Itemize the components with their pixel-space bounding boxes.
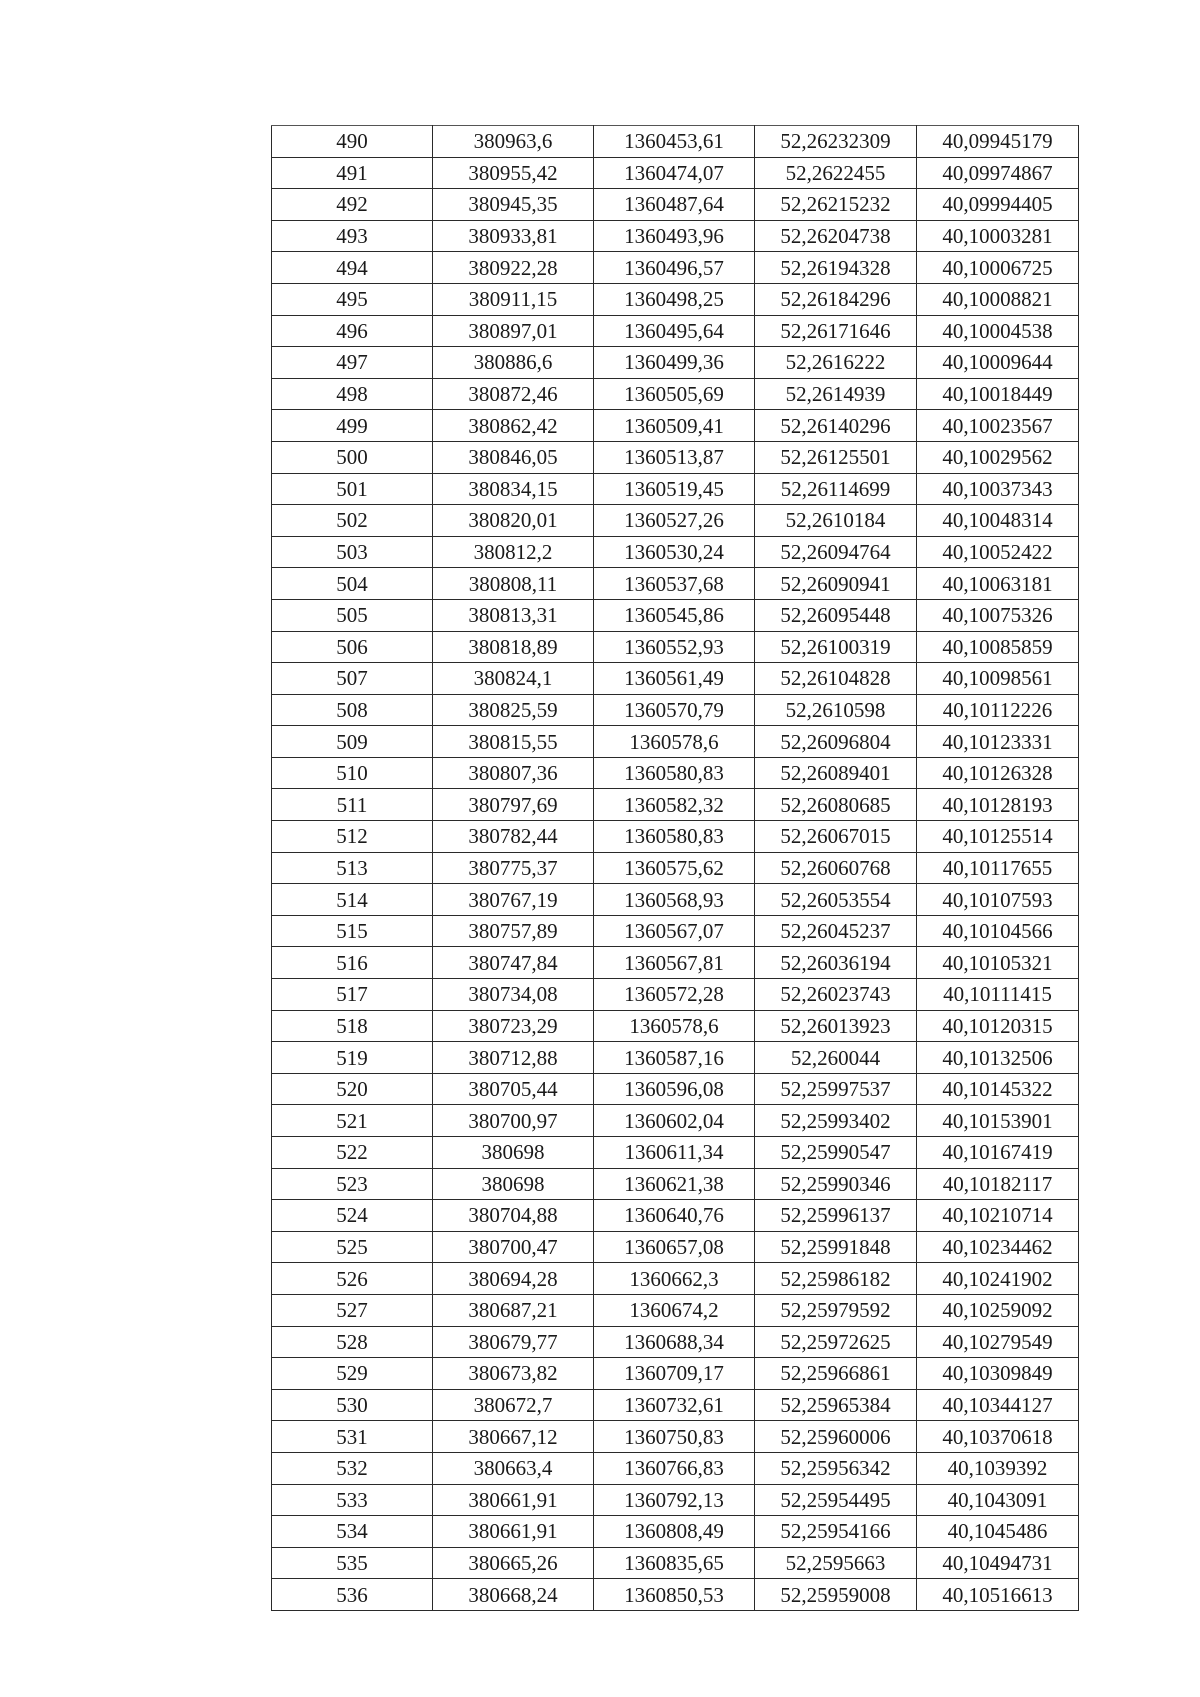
x-coordinate-cell: 380667,12 bbox=[433, 1421, 594, 1453]
latitude-cell: 52,26232309 bbox=[755, 126, 917, 158]
x-coordinate-cell: 380767,19 bbox=[433, 884, 594, 916]
y-coordinate-cell: 1360474,07 bbox=[594, 157, 755, 189]
point-number-cell: 517 bbox=[272, 979, 433, 1011]
table-row bbox=[272, 1294, 1079, 1326]
y-coordinate-cell: 1360495,64 bbox=[594, 315, 755, 347]
x-coordinate-cell: 380808,11 bbox=[433, 568, 594, 600]
y-coordinate-cell: 1360657,08 bbox=[594, 1231, 755, 1263]
latitude-cell: 52,26171646 bbox=[755, 315, 917, 347]
y-coordinate-cell: 1360493,96 bbox=[594, 220, 755, 252]
point-number-cell: 499 bbox=[272, 410, 433, 442]
y-coordinate-cell: 1360509,41 bbox=[594, 410, 755, 442]
x-coordinate-cell: 380797,69 bbox=[433, 789, 594, 821]
x-coordinate-cell: 380911,15 bbox=[433, 283, 594, 315]
point-number-cell: 507 bbox=[272, 663, 433, 695]
point-number-cell: 515 bbox=[272, 915, 433, 947]
latitude-cell: 52,2614939 bbox=[755, 378, 917, 410]
y-coordinate-cell: 1360732,61 bbox=[594, 1389, 755, 1421]
longitude-cell: 40,10063181 bbox=[917, 568, 1079, 600]
table-row bbox=[272, 757, 1079, 789]
table-row bbox=[272, 947, 1079, 979]
table-row bbox=[272, 473, 1079, 505]
x-coordinate-cell: 380818,89 bbox=[433, 631, 594, 663]
latitude-cell: 52,260044 bbox=[755, 1042, 917, 1074]
point-number-cell: 492 bbox=[272, 189, 433, 221]
point-number-cell: 504 bbox=[272, 568, 433, 600]
latitude-cell: 52,26114699 bbox=[755, 473, 917, 505]
longitude-cell: 40,10344127 bbox=[917, 1389, 1079, 1421]
longitude-cell: 40,10309849 bbox=[917, 1358, 1079, 1390]
latitude-cell: 52,26036194 bbox=[755, 947, 917, 979]
x-coordinate-cell: 380698 bbox=[433, 1137, 594, 1169]
table-row bbox=[272, 1010, 1079, 1042]
point-number-cell: 531 bbox=[272, 1421, 433, 1453]
x-coordinate-cell: 380700,97 bbox=[433, 1105, 594, 1137]
x-coordinate-cell: 380661,91 bbox=[433, 1516, 594, 1548]
point-number-cell: 498 bbox=[272, 378, 433, 410]
x-coordinate-cell: 380775,37 bbox=[433, 852, 594, 884]
y-coordinate-cell: 1360640,76 bbox=[594, 1200, 755, 1232]
point-number-cell: 495 bbox=[272, 283, 433, 315]
point-number-cell: 532 bbox=[272, 1452, 433, 1484]
table-row bbox=[272, 884, 1079, 916]
x-coordinate-cell: 380698 bbox=[433, 1168, 594, 1200]
latitude-cell: 52,26089401 bbox=[755, 757, 917, 789]
point-number-cell: 523 bbox=[272, 1168, 433, 1200]
y-coordinate-cell: 1360498,25 bbox=[594, 283, 755, 315]
x-coordinate-cell: 380723,29 bbox=[433, 1010, 594, 1042]
longitude-cell: 40,10098561 bbox=[917, 663, 1079, 695]
latitude-cell: 52,26184296 bbox=[755, 283, 917, 315]
coordinates-table bbox=[271, 125, 1079, 1611]
longitude-cell: 40,10003281 bbox=[917, 220, 1079, 252]
point-number-cell: 490 bbox=[272, 126, 433, 158]
point-number-cell: 497 bbox=[272, 347, 433, 379]
table-row bbox=[272, 979, 1079, 1011]
latitude-cell: 52,25990346 bbox=[755, 1168, 917, 1200]
y-coordinate-cell: 1360513,87 bbox=[594, 441, 755, 473]
table-row bbox=[272, 821, 1079, 853]
x-coordinate-cell: 380734,08 bbox=[433, 979, 594, 1011]
y-coordinate-cell: 1360572,28 bbox=[594, 979, 755, 1011]
y-coordinate-cell: 1360567,81 bbox=[594, 947, 755, 979]
longitude-cell: 40,10006725 bbox=[917, 252, 1079, 284]
table-row bbox=[272, 789, 1079, 821]
table-row bbox=[272, 1389, 1079, 1421]
x-coordinate-cell: 380665,26 bbox=[433, 1547, 594, 1579]
longitude-cell: 40,10210714 bbox=[917, 1200, 1079, 1232]
point-number-cell: 506 bbox=[272, 631, 433, 663]
table-row bbox=[272, 1105, 1079, 1137]
point-number-cell: 496 bbox=[272, 315, 433, 347]
table-row bbox=[272, 631, 1079, 663]
longitude-cell: 40,10259092 bbox=[917, 1294, 1079, 1326]
longitude-cell: 40,10052422 bbox=[917, 536, 1079, 568]
table-row bbox=[272, 252, 1079, 284]
table-row bbox=[272, 1073, 1079, 1105]
x-coordinate-cell: 380815,55 bbox=[433, 726, 594, 758]
table-row bbox=[272, 852, 1079, 884]
latitude-cell: 52,2595663 bbox=[755, 1547, 917, 1579]
table-row bbox=[272, 726, 1079, 758]
x-coordinate-cell: 380807,36 bbox=[433, 757, 594, 789]
table-row bbox=[272, 505, 1079, 537]
x-coordinate-cell: 380963,6 bbox=[433, 126, 594, 158]
latitude-cell: 52,26090941 bbox=[755, 568, 917, 600]
longitude-cell: 40,10370618 bbox=[917, 1421, 1079, 1453]
longitude-cell: 40,10018449 bbox=[917, 378, 1079, 410]
point-number-cell: 521 bbox=[272, 1105, 433, 1137]
longitude-cell: 40,1039392 bbox=[917, 1452, 1079, 1484]
y-coordinate-cell: 1360567,07 bbox=[594, 915, 755, 947]
longitude-cell: 40,10004538 bbox=[917, 315, 1079, 347]
table-row bbox=[272, 1042, 1079, 1074]
point-number-cell: 534 bbox=[272, 1516, 433, 1548]
y-coordinate-cell: 1360850,53 bbox=[594, 1579, 755, 1611]
table-row bbox=[272, 1263, 1079, 1295]
latitude-cell: 52,2610598 bbox=[755, 694, 917, 726]
x-coordinate-cell: 380824,1 bbox=[433, 663, 594, 695]
y-coordinate-cell: 1360835,65 bbox=[594, 1547, 755, 1579]
x-coordinate-cell: 380834,15 bbox=[433, 473, 594, 505]
longitude-cell: 40,10128193 bbox=[917, 789, 1079, 821]
longitude-cell: 40,10153901 bbox=[917, 1105, 1079, 1137]
x-coordinate-cell: 380820,01 bbox=[433, 505, 594, 537]
y-coordinate-cell: 1360453,61 bbox=[594, 126, 755, 158]
latitude-cell: 52,25965384 bbox=[755, 1389, 917, 1421]
latitude-cell: 52,26013923 bbox=[755, 1010, 917, 1042]
point-number-cell: 501 bbox=[272, 473, 433, 505]
y-coordinate-cell: 1360570,79 bbox=[594, 694, 755, 726]
longitude-cell: 40,09945179 bbox=[917, 126, 1079, 158]
longitude-cell: 40,1043091 bbox=[917, 1484, 1079, 1516]
y-coordinate-cell: 1360530,24 bbox=[594, 536, 755, 568]
y-coordinate-cell: 1360580,83 bbox=[594, 757, 755, 789]
table-row bbox=[272, 1421, 1079, 1453]
point-number-cell: 491 bbox=[272, 157, 433, 189]
table-row bbox=[272, 347, 1079, 379]
table-row bbox=[272, 189, 1079, 221]
point-number-cell: 524 bbox=[272, 1200, 433, 1232]
latitude-cell: 52,26080685 bbox=[755, 789, 917, 821]
latitude-cell: 52,26100319 bbox=[755, 631, 917, 663]
x-coordinate-cell: 380704,88 bbox=[433, 1200, 594, 1232]
x-coordinate-cell: 380825,59 bbox=[433, 694, 594, 726]
longitude-cell: 40,10037343 bbox=[917, 473, 1079, 505]
table-row bbox=[272, 1452, 1079, 1484]
point-number-cell: 500 bbox=[272, 441, 433, 473]
x-coordinate-cell: 380700,47 bbox=[433, 1231, 594, 1263]
latitude-cell: 52,25990547 bbox=[755, 1137, 917, 1169]
x-coordinate-cell: 380933,81 bbox=[433, 220, 594, 252]
y-coordinate-cell: 1360499,36 bbox=[594, 347, 755, 379]
table-row bbox=[272, 1484, 1079, 1516]
table-row bbox=[272, 441, 1079, 473]
latitude-cell: 52,26140296 bbox=[755, 410, 917, 442]
longitude-cell: 40,10167419 bbox=[917, 1137, 1079, 1169]
x-coordinate-cell: 380955,42 bbox=[433, 157, 594, 189]
y-coordinate-cell: 1360621,38 bbox=[594, 1168, 755, 1200]
longitude-cell: 40,10008821 bbox=[917, 283, 1079, 315]
longitude-cell: 40,09994405 bbox=[917, 189, 1079, 221]
y-coordinate-cell: 1360505,69 bbox=[594, 378, 755, 410]
x-coordinate-cell: 380687,21 bbox=[433, 1294, 594, 1326]
point-number-cell: 520 bbox=[272, 1073, 433, 1105]
point-number-cell: 494 bbox=[272, 252, 433, 284]
latitude-cell: 52,25996137 bbox=[755, 1200, 917, 1232]
point-number-cell: 527 bbox=[272, 1294, 433, 1326]
longitude-cell: 40,10126328 bbox=[917, 757, 1079, 789]
y-coordinate-cell: 1360568,93 bbox=[594, 884, 755, 916]
point-number-cell: 518 bbox=[272, 1010, 433, 1042]
latitude-cell: 52,25979592 bbox=[755, 1294, 917, 1326]
y-coordinate-cell: 1360596,08 bbox=[594, 1073, 755, 1105]
x-coordinate-cell: 380813,31 bbox=[433, 599, 594, 631]
latitude-cell: 52,26095448 bbox=[755, 599, 917, 631]
longitude-cell: 40,10104566 bbox=[917, 915, 1079, 947]
y-coordinate-cell: 1360496,57 bbox=[594, 252, 755, 284]
x-coordinate-cell: 380846,05 bbox=[433, 441, 594, 473]
point-number-cell: 526 bbox=[272, 1263, 433, 1295]
latitude-cell: 52,26094764 bbox=[755, 536, 917, 568]
longitude-cell: 40,10107593 bbox=[917, 884, 1079, 916]
latitude-cell: 52,25960006 bbox=[755, 1421, 917, 1453]
x-coordinate-cell: 380922,28 bbox=[433, 252, 594, 284]
table-row bbox=[272, 568, 1079, 600]
longitude-cell: 40,10279549 bbox=[917, 1326, 1079, 1358]
y-coordinate-cell: 1360587,16 bbox=[594, 1042, 755, 1074]
table-row bbox=[272, 536, 1079, 568]
point-number-cell: 529 bbox=[272, 1358, 433, 1390]
latitude-cell: 52,25991848 bbox=[755, 1231, 917, 1263]
longitude-cell: 40,10125514 bbox=[917, 821, 1079, 853]
point-number-cell: 502 bbox=[272, 505, 433, 537]
point-number-cell: 536 bbox=[272, 1579, 433, 1611]
latitude-cell: 52,25954495 bbox=[755, 1484, 917, 1516]
x-coordinate-cell: 380897,01 bbox=[433, 315, 594, 347]
point-number-cell: 509 bbox=[272, 726, 433, 758]
point-number-cell: 514 bbox=[272, 884, 433, 916]
longitude-cell: 40,09974867 bbox=[917, 157, 1079, 189]
point-number-cell: 510 bbox=[272, 757, 433, 789]
latitude-cell: 52,26104828 bbox=[755, 663, 917, 695]
y-coordinate-cell: 1360709,17 bbox=[594, 1358, 755, 1390]
y-coordinate-cell: 1360519,45 bbox=[594, 473, 755, 505]
point-number-cell: 511 bbox=[272, 789, 433, 821]
y-coordinate-cell: 1360580,83 bbox=[594, 821, 755, 853]
x-coordinate-cell: 380812,2 bbox=[433, 536, 594, 568]
latitude-cell: 52,26023743 bbox=[755, 979, 917, 1011]
latitude-cell: 52,25956342 bbox=[755, 1452, 917, 1484]
longitude-cell: 40,1045486 bbox=[917, 1516, 1079, 1548]
x-coordinate-cell: 380886,6 bbox=[433, 347, 594, 379]
y-coordinate-cell: 1360766,83 bbox=[594, 1452, 755, 1484]
latitude-cell: 52,26215232 bbox=[755, 189, 917, 221]
latitude-cell: 52,26204738 bbox=[755, 220, 917, 252]
longitude-cell: 40,10029562 bbox=[917, 441, 1079, 473]
y-coordinate-cell: 1360602,04 bbox=[594, 1105, 755, 1137]
table-row bbox=[272, 157, 1079, 189]
table-row bbox=[272, 1358, 1079, 1390]
latitude-cell: 52,25997537 bbox=[755, 1073, 917, 1105]
longitude-cell: 40,10120315 bbox=[917, 1010, 1079, 1042]
x-coordinate-cell: 380712,88 bbox=[433, 1042, 594, 1074]
y-coordinate-cell: 1360552,93 bbox=[594, 631, 755, 663]
table-row bbox=[272, 1326, 1079, 1358]
table-row bbox=[272, 126, 1079, 158]
table-row bbox=[272, 315, 1079, 347]
y-coordinate-cell: 1360487,64 bbox=[594, 189, 755, 221]
y-coordinate-cell: 1360808,49 bbox=[594, 1516, 755, 1548]
longitude-cell: 40,10494731 bbox=[917, 1547, 1079, 1579]
y-coordinate-cell: 1360537,68 bbox=[594, 568, 755, 600]
y-coordinate-cell: 1360611,34 bbox=[594, 1137, 755, 1169]
x-coordinate-cell: 380661,91 bbox=[433, 1484, 594, 1516]
y-coordinate-cell: 1360578,6 bbox=[594, 1010, 755, 1042]
point-number-cell: 530 bbox=[272, 1389, 433, 1421]
longitude-cell: 40,10112226 bbox=[917, 694, 1079, 726]
y-coordinate-cell: 1360575,62 bbox=[594, 852, 755, 884]
latitude-cell: 52,26096804 bbox=[755, 726, 917, 758]
x-coordinate-cell: 380747,84 bbox=[433, 947, 594, 979]
x-coordinate-cell: 380694,28 bbox=[433, 1263, 594, 1295]
point-number-cell: 516 bbox=[272, 947, 433, 979]
point-number-cell: 525 bbox=[272, 1231, 433, 1263]
table-row bbox=[272, 378, 1079, 410]
point-number-cell: 512 bbox=[272, 821, 433, 853]
x-coordinate-cell: 380862,42 bbox=[433, 410, 594, 442]
latitude-cell: 52,26125501 bbox=[755, 441, 917, 473]
x-coordinate-cell: 380679,77 bbox=[433, 1326, 594, 1358]
latitude-cell: 52,26060768 bbox=[755, 852, 917, 884]
latitude-cell: 52,26045237 bbox=[755, 915, 917, 947]
table-row bbox=[272, 283, 1079, 315]
table-row bbox=[272, 1137, 1079, 1169]
x-coordinate-cell: 380945,35 bbox=[433, 189, 594, 221]
coordinates-table-body bbox=[272, 126, 1079, 1611]
x-coordinate-cell: 380663,4 bbox=[433, 1452, 594, 1484]
longitude-cell: 40,10111415 bbox=[917, 979, 1079, 1011]
latitude-cell: 52,25972625 bbox=[755, 1326, 917, 1358]
point-number-cell: 493 bbox=[272, 220, 433, 252]
longitude-cell: 40,10241902 bbox=[917, 1263, 1079, 1295]
longitude-cell: 40,10085859 bbox=[917, 631, 1079, 663]
y-coordinate-cell: 1360561,49 bbox=[594, 663, 755, 695]
y-coordinate-cell: 1360662,3 bbox=[594, 1263, 755, 1295]
y-coordinate-cell: 1360545,86 bbox=[594, 599, 755, 631]
point-number-cell: 522 bbox=[272, 1137, 433, 1169]
x-coordinate-cell: 380872,46 bbox=[433, 378, 594, 410]
latitude-cell: 52,25986182 bbox=[755, 1263, 917, 1295]
point-number-cell: 528 bbox=[272, 1326, 433, 1358]
table-row bbox=[272, 663, 1079, 695]
longitude-cell: 40,10048314 bbox=[917, 505, 1079, 537]
table-row bbox=[272, 220, 1079, 252]
latitude-cell: 52,26067015 bbox=[755, 821, 917, 853]
table-row bbox=[272, 410, 1079, 442]
latitude-cell: 52,2610184 bbox=[755, 505, 917, 537]
latitude-cell: 52,2622455 bbox=[755, 157, 917, 189]
longitude-cell: 40,10234462 bbox=[917, 1231, 1079, 1263]
longitude-cell: 40,10117655 bbox=[917, 852, 1079, 884]
y-coordinate-cell: 1360578,6 bbox=[594, 726, 755, 758]
y-coordinate-cell: 1360792,13 bbox=[594, 1484, 755, 1516]
latitude-cell: 52,26194328 bbox=[755, 252, 917, 284]
x-coordinate-cell: 380673,82 bbox=[433, 1358, 594, 1390]
y-coordinate-cell: 1360674,2 bbox=[594, 1294, 755, 1326]
x-coordinate-cell: 380668,24 bbox=[433, 1579, 594, 1611]
table-row bbox=[272, 599, 1079, 631]
table-row bbox=[272, 915, 1079, 947]
point-number-cell: 513 bbox=[272, 852, 433, 884]
latitude-cell: 52,26053554 bbox=[755, 884, 917, 916]
point-number-cell: 519 bbox=[272, 1042, 433, 1074]
y-coordinate-cell: 1360688,34 bbox=[594, 1326, 755, 1358]
y-coordinate-cell: 1360527,26 bbox=[594, 505, 755, 537]
latitude-cell: 52,25954166 bbox=[755, 1516, 917, 1548]
longitude-cell: 40,10132506 bbox=[917, 1042, 1079, 1074]
point-number-cell: 535 bbox=[272, 1547, 433, 1579]
latitude-cell: 52,25966861 bbox=[755, 1358, 917, 1390]
longitude-cell: 40,10023567 bbox=[917, 410, 1079, 442]
latitude-cell: 52,2616222 bbox=[755, 347, 917, 379]
longitude-cell: 40,10516613 bbox=[917, 1579, 1079, 1611]
x-coordinate-cell: 380705,44 bbox=[433, 1073, 594, 1105]
point-number-cell: 508 bbox=[272, 694, 433, 726]
point-number-cell: 533 bbox=[272, 1484, 433, 1516]
table-row bbox=[272, 1231, 1079, 1263]
longitude-cell: 40,10182117 bbox=[917, 1168, 1079, 1200]
latitude-cell: 52,25959008 bbox=[755, 1579, 917, 1611]
point-number-cell: 505 bbox=[272, 599, 433, 631]
x-coordinate-cell: 380672,7 bbox=[433, 1389, 594, 1421]
table-row bbox=[272, 1168, 1079, 1200]
longitude-cell: 40,10105321 bbox=[917, 947, 1079, 979]
table-row bbox=[272, 1200, 1079, 1232]
longitude-cell: 40,10123331 bbox=[917, 726, 1079, 758]
x-coordinate-cell: 380757,89 bbox=[433, 915, 594, 947]
longitude-cell: 40,10009644 bbox=[917, 347, 1079, 379]
table-row bbox=[272, 1516, 1079, 1548]
y-coordinate-cell: 1360750,83 bbox=[594, 1421, 755, 1453]
longitude-cell: 40,10075326 bbox=[917, 599, 1079, 631]
longitude-cell: 40,10145322 bbox=[917, 1073, 1079, 1105]
latitude-cell: 52,25993402 bbox=[755, 1105, 917, 1137]
table-row bbox=[272, 1579, 1079, 1611]
x-coordinate-cell: 380782,44 bbox=[433, 821, 594, 853]
table-row bbox=[272, 694, 1079, 726]
y-coordinate-cell: 1360582,32 bbox=[594, 789, 755, 821]
point-number-cell: 503 bbox=[272, 536, 433, 568]
table-row bbox=[272, 1547, 1079, 1579]
